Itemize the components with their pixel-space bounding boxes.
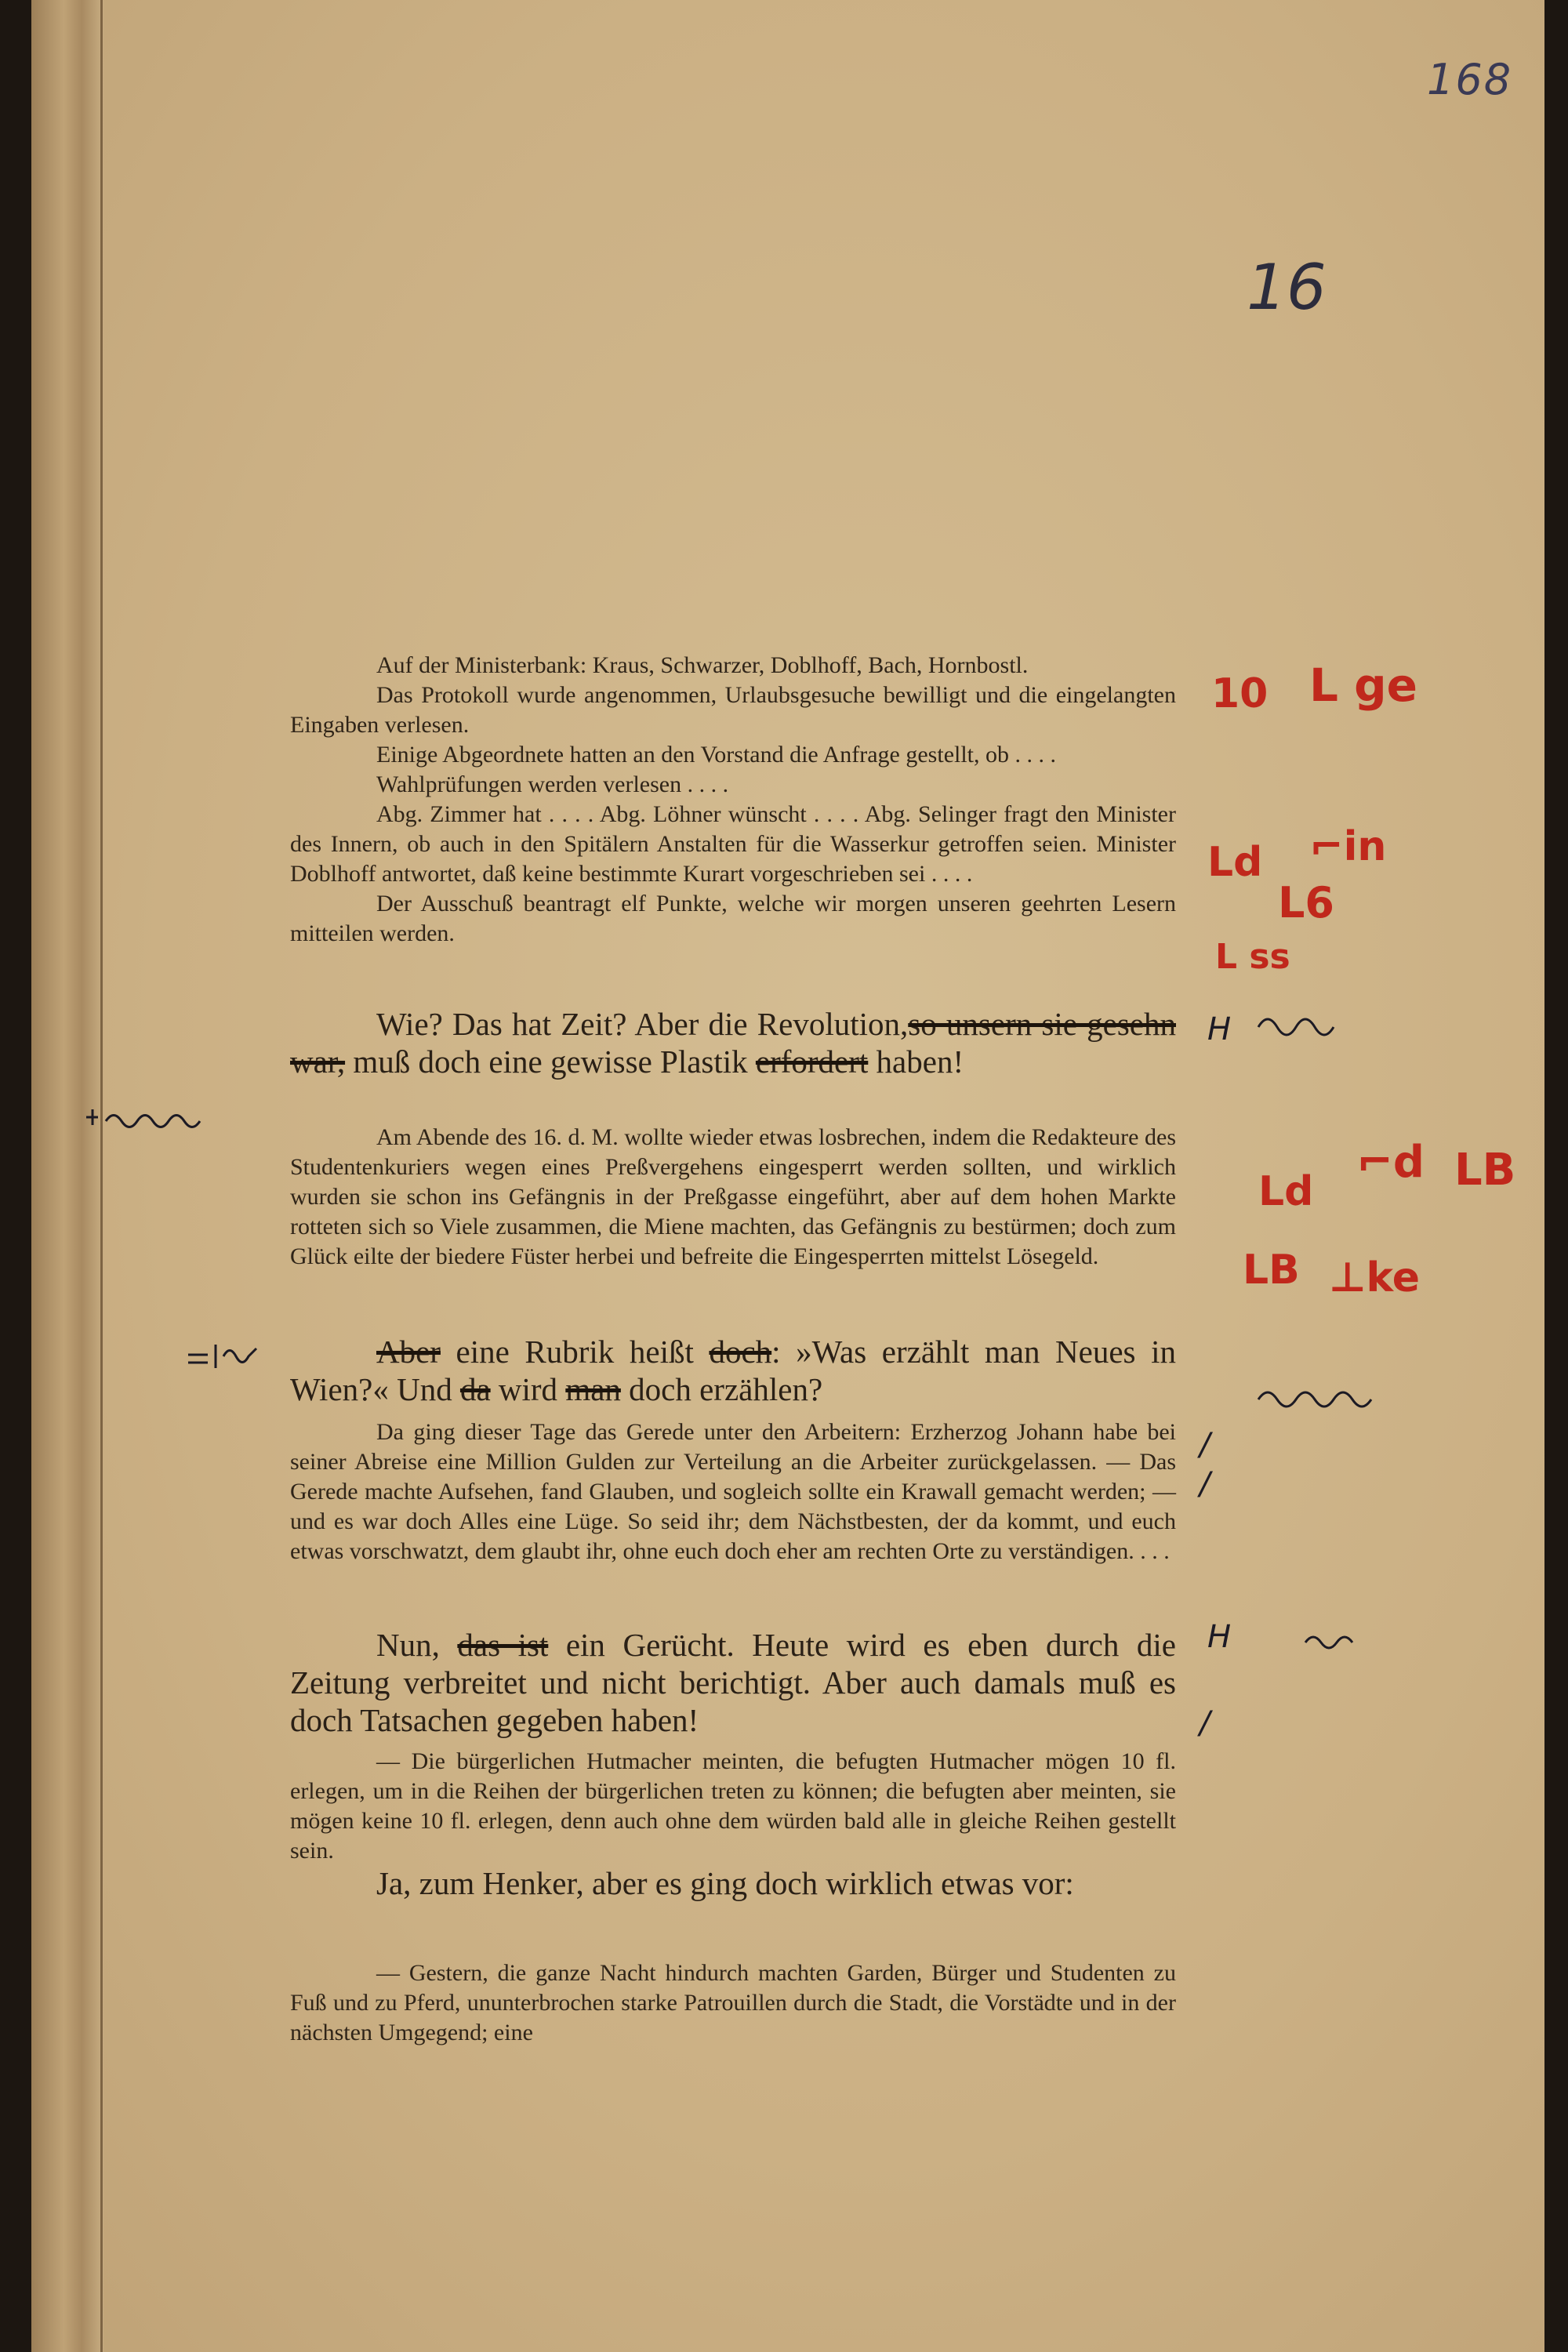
text-run: Nun, [376, 1627, 458, 1663]
gutter-edge [100, 0, 103, 2352]
proof-mark: Ld [1258, 1168, 1314, 1215]
text-run: haben! [868, 1044, 964, 1080]
right-margin-annotation [1254, 996, 1356, 1058]
paragraph: Wahlprüfungen werden verlesen . . . . [376, 771, 729, 797]
left-margin-annotation [180, 1333, 306, 1380]
commentary-paragraph-2 [290, 1333, 1176, 1408]
text-run: Ja, zum Henker, aber es ging doch wirklich etwas vor: [376, 1865, 1074, 1901]
struck-text: so unsern sie gesehn war, [290, 1006, 1176, 1080]
text-run: eine Rubrik heißt [440, 1334, 710, 1370]
proof-mark: L ss [1215, 937, 1290, 977]
page-gutter [31, 0, 103, 2352]
proof-mark: ⌐d [1356, 1137, 1425, 1188]
struck-text: Aber [376, 1334, 441, 1370]
proof-mark: L ge [1309, 659, 1418, 712]
struck-text: doch [709, 1334, 772, 1370]
text-block-1 [290, 651, 1176, 949]
text-block-3 [290, 1417, 1176, 1566]
text-run: ein Gerücht. Heute wird es eben durch die Zeitung verbreitet und nicht berichtigt. Aber auch damals muß es doch Tatsachen gegeben haben! [290, 1627, 1176, 1738]
margin-note: / [1200, 1427, 1210, 1463]
right-margin-annotation [1254, 1376, 1411, 1423]
paragraph: Das Protokoll wurde angenommen, Urlaubsgesuche bewilligt und die eingelangten Eingaben verlesen. [290, 682, 1176, 738]
struck-text: erfordert [755, 1044, 869, 1080]
text-run: wird [490, 1371, 566, 1407]
paragraph: — Die bürgerlichen Hutmacher meinten, die befugten Hutmacher mögen 10 fl. erlegen, um in die Reihen der bürgerlichen treten zu können; die befugten aber meinten, sie mögen keine 10 fl. erlegen, denn auch ohne dem würden bald alle in gleiche Reihen gestellt sein. [290, 1748, 1176, 1864]
margin-note: / [1200, 1466, 1210, 1502]
proof-mark: Ld [1207, 839, 1263, 886]
struck-text: das ist [457, 1627, 549, 1663]
commentary-paragraph-3 [290, 1626, 1176, 1739]
pencil-page-number: 16 [1247, 251, 1327, 324]
paragraph: Da ging dieser Tage das Gerede unter den Arbeitern: Erzherzog Johann habe bei seiner Abreise eine Million Gulden zur Verteilung an die Arbeiter zurückgelassen. — Das Gerede machte Aufsehen, fand Glauben, und sogleich sollte ein Krawall gemacht werden; — und es war doch Alles eine Lüge. So seid ihr; dem Nächstbesten, der da kommt, und euch etwas vorschwatzt, dem glaubt ihr, ohne euch doch eher am rechten Orte zu verständigen. . . . [290, 1419, 1176, 1564]
right-margin-annotation [1301, 1623, 1396, 1654]
proof-mark: LB [1243, 1247, 1300, 1294]
text-run: muß doch eine gewisse Plastik [345, 1044, 756, 1080]
text-block-5 [290, 1958, 1176, 2048]
commentary-paragraph-1 [290, 1005, 1176, 1080]
proof-mark: ⊥ke [1329, 1254, 1420, 1301]
proof-mark: ⌐in [1309, 823, 1387, 870]
proof-mark: 10 [1211, 670, 1269, 717]
text-block-2 [290, 1123, 1176, 1272]
text-run: : »Was erzählt man Neues in Wien?« Und [290, 1334, 1176, 1407]
struck-text: da [459, 1371, 491, 1407]
paragraph: Einige Abgeordnete hatten an den Vorstand die Anfrage gestellt, ob . . . . [376, 742, 1057, 768]
text-run: Wie? Das hat Zeit? Aber die Revolution, [376, 1006, 909, 1042]
proof-mark: L6 [1278, 878, 1334, 927]
margin-note: H [1207, 1619, 1232, 1655]
left-margin-annotation [78, 1090, 267, 1137]
proof-mark: LB [1454, 1145, 1516, 1196]
commentary-paragraph-4 [290, 1864, 1176, 1902]
margin-note: H [1207, 1011, 1232, 1047]
paragraph: Abg. Zimmer hat . . . . Abg. Löhner wünscht . . . . Abg. Selinger fragt den Minister des Innern, ob auch in den Spitälern Anstalten für die Wasserkur getroffen seien. Minister Doblhoff antwortet, daß keine bestimmte Kurart vorgeschrieben sei . . . . [290, 801, 1176, 887]
paragraph: Am Abende des 16. d. M. wollte wieder etwas losbrechen, indem die Redakteure des Studentenkuriers wegen eines Preßvergehens eingesperrt werden sollten, und wirklich wurden sie schon ins Gefängnis in der Preßgasse eingeführt, aber auf dem hohen Markte rotteten sich so Viele zusammen, die Miene machten, das Gefängnis zu bestürmen; doch zum Glück eilte der biedere Füster herbei und befreite die Eingesperrten mittelst Lösegeld. [290, 1124, 1176, 1269]
text-block-4 [290, 1747, 1176, 1866]
text-run: doch erzählen? [620, 1371, 823, 1407]
struck-text: man [565, 1371, 621, 1407]
folio-number: 168 [1427, 55, 1513, 104]
document-page [31, 0, 1544, 2352]
margin-note: / [1200, 1705, 1210, 1741]
paragraph: — Gestern, die ganze Nacht hindurch machten Garden, Bürger und Studenten zu Fuß und zu Pferd, ununterbrochen starke Patrouillen durch die Stadt, die Vorstädte und in der nächsten Umgegend; eine [290, 1960, 1176, 2045]
paragraph: Der Ausschuß beantragt elf Punkte, welche wir morgen unseren geehrten Lesern mitteilen werden. [290, 891, 1176, 946]
paragraph: Auf der Ministerbank: Kraus, Schwarzer, Doblhoff, Bach, Hornbostl. [376, 652, 1029, 678]
